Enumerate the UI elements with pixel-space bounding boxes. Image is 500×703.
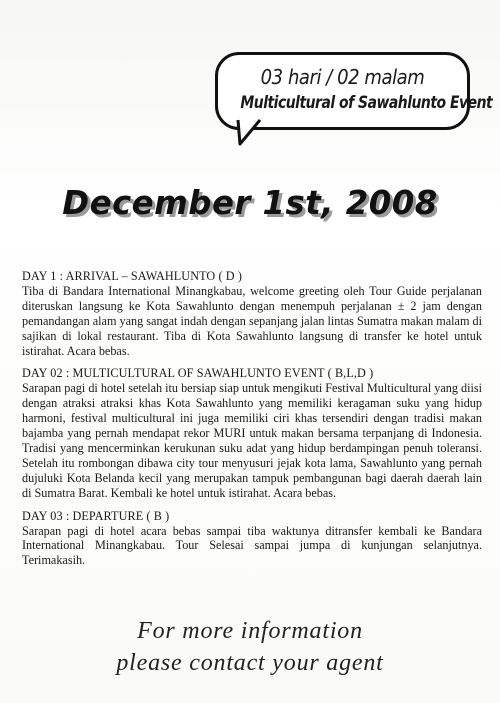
- speech-bubble-tail: [236, 118, 266, 146]
- footer-line-1: For more information: [137, 618, 363, 644]
- day-3-section: [22, 509, 482, 569]
- day-3-description: Sarapan pagi di hotel acara bebas sampai tiba waktunya ditransfer kembali ke Bandara International Minangkabau. Tour Selesai sampai jumpa di kunjungan selanjutnya. Terimakasih.: [22, 523, 482, 568]
- day-2-section: [22, 366, 482, 500]
- day-2-heading: DAY 02 : MULTICULTURAL OF SAWAHLUNTO EVENT ( B,L,D ): [22, 366, 374, 381]
- day-3-heading: DAY 03 : DEPARTURE ( B ): [22, 508, 170, 523]
- day-1-description: Tiba di Bandara International Minangkabau, welcome greeting oleh Tour Guide perjalanan diteruskan langsung ke Kota Sawahlunto dengan menempuh perjalanan ± 2 jam dengan pemandangan alam yang sangat indah dengan sepanjang jalan lintas Sumatra makan malam di sajikan di lokal restaurant. Tiba di Kota Sawahlunto langsung di transfer ke hotel untuk istirahat. Acara bebas.: [22, 283, 482, 358]
- event-date-title: December 1st, 2008: [62, 183, 438, 222]
- day-1-section: [22, 269, 482, 358]
- day-2-description: Sarapan pagi di hotel setelah itu bersiap siap untuk mengikuti Festival Multicultural yang diisi dengan atraksi atraksi khas Kota Sawahlunto yang memiliki keragaman suku yang hidup harmoni, festival multicultural ini juga memiliki ciri khas tersendiri dengan tradisi makan bajamba yang pernah mendapat rekor MURI untuk makan bersama terpanjang di Indonesia. Tradisi yang mencerminkan kerukunan suku adat yang hidup berdampingan penuh toleransi. Setelah itu rombongan dibawa city tour menyusuri jejak kota lama, Sawahlunto yang pernah dujuluki Kota Belanda kecil yang merupakan tampuk pembangunan bagi daerah daerah lain di Sumatra Barat. Kembali ke hotel untuk istirahat. Acara bebas.: [22, 381, 482, 500]
- day-1-heading: DAY 1 : ARRIVAL – SAWAHLUNTO ( D ): [22, 269, 242, 283]
- contact-footer: [0, 615, 500, 679]
- bubble-event-name: Multicultural of Sawahlunto Event: [240, 93, 493, 113]
- bubble-duration-text: 03 hari / 02 malam: [260, 65, 425, 89]
- footer-line-2: please contact your agent: [116, 650, 384, 676]
- itinerary: [22, 269, 482, 576]
